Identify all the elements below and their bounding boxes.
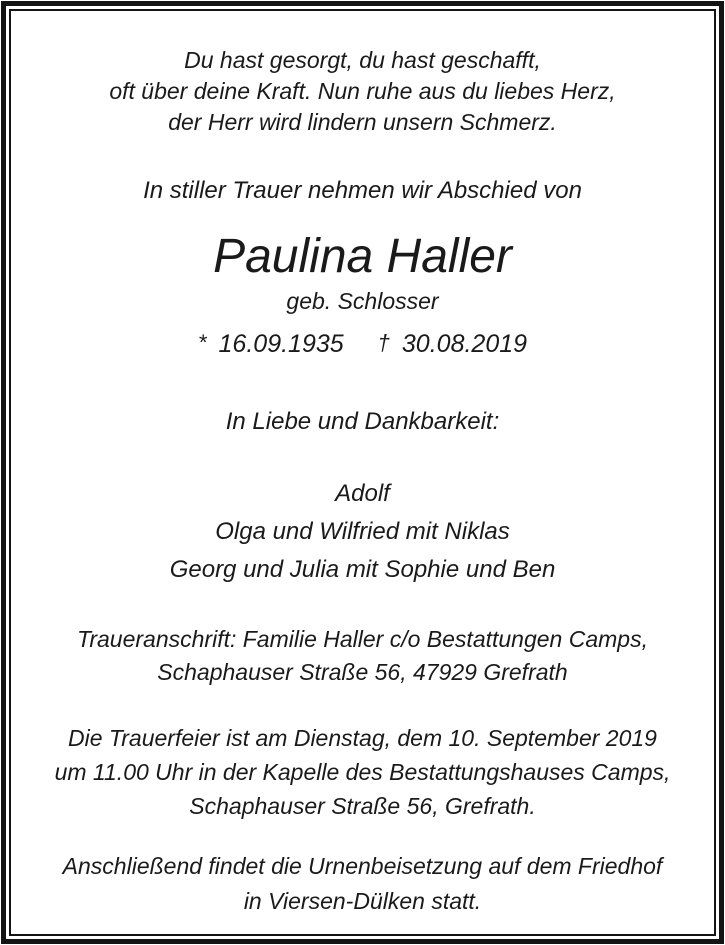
birth-date: 16.09.1935 xyxy=(218,330,344,358)
ceremony-line: Schaphauser Straße 56, Grefrath. xyxy=(189,793,536,819)
funeral-ceremony-info xyxy=(11,721,714,823)
ceremony-line: um 11.00 Uhr in der Kapelle des Bestattungshauses Camps, xyxy=(54,759,671,785)
verse-line: Du hast gesorgt, du hast geschafft, xyxy=(184,47,541,73)
burial-line: in Viersen-Dülken statt. xyxy=(243,888,482,914)
mourners-list xyxy=(11,475,714,589)
burial-line: Anschließend findet die Urnenbeisetzung auf dem Friedhof xyxy=(62,853,663,879)
obituary-content xyxy=(11,45,714,936)
farewell-intro: In stiller Trauer nehmen wir Abschied von xyxy=(143,177,582,204)
obituary-inner-border xyxy=(9,9,716,936)
birth-star-symbol: * xyxy=(197,330,207,355)
death-date: 30.08.2019 xyxy=(401,330,528,358)
condolence-address xyxy=(11,623,714,689)
mourner-line: Olga und Wilfried mit Niklas xyxy=(215,518,510,545)
birth-date-group xyxy=(198,330,344,358)
verse-line: der Herr wird lindern unsern Schmerz. xyxy=(168,109,557,135)
condolence-address-line: Traueranschrift: Familie Haller c/o Bestattungen Camps, xyxy=(77,626,648,652)
death-cross-symbol: † xyxy=(377,330,390,355)
mourner-line: Adolf xyxy=(335,480,390,507)
urn-burial-info xyxy=(11,849,714,919)
ceremony-line: Die Trauerfeier ist am Dienstag, dem 10. September 2019 xyxy=(68,725,657,751)
verse-line: oft über deine Kraft. Nun ruhe aus du liebes Herz, xyxy=(109,78,616,104)
maiden-name: geb. Schlosser xyxy=(286,288,439,314)
life-dates xyxy=(11,328,714,361)
deceased-name: Paulina Haller xyxy=(213,230,512,283)
mourner-line: Georg und Julia mit Sophie und Ben xyxy=(169,556,556,583)
obituary-outer-border xyxy=(1,1,724,944)
gratitude-line: In Liebe und Dankbarkeit: xyxy=(225,408,500,435)
memorial-verse xyxy=(11,45,714,138)
condolence-address-line: Schaphauser Straße 56, 47929 Grefrath xyxy=(157,659,568,685)
death-date-group xyxy=(378,330,527,358)
